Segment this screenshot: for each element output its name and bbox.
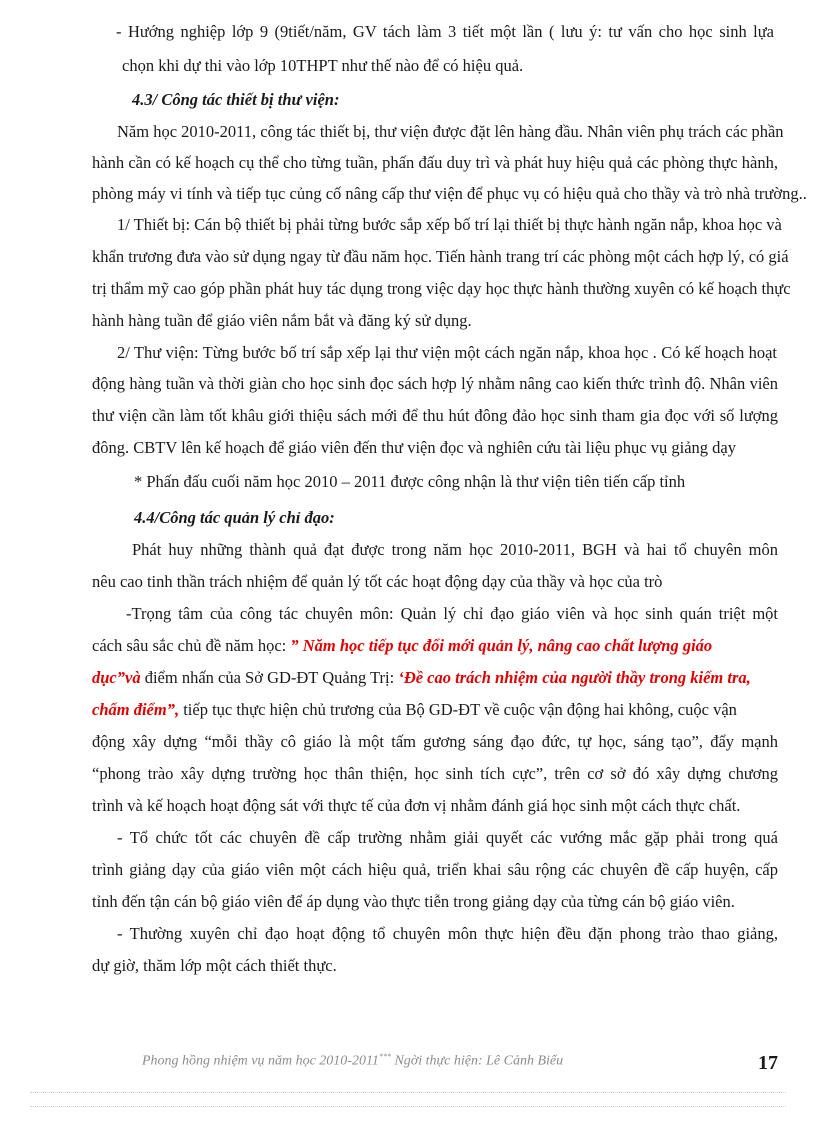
text-run: điểm nhấn của Sở GD-ĐT Quảng Trị: <box>140 668 399 687</box>
paragraph-line: nêu cao tinh thần trách nhiệm để quản lý tốt các hoạt động dạy của thầy và học của trò <box>92 572 663 591</box>
paragraph-line: khẩn trương đưa vào sử dụng ngay từ đầu năm học. Tiến hành trang trí các phòng một cách hợp lý, có giá <box>92 247 789 266</box>
paragraph-line: dự giờ, thăm lớp một cách thiết thực. <box>92 956 337 975</box>
paragraph-line: hành hàng tuần để giáo viên nắm bắt và đăng ký sử dụng. <box>92 311 472 330</box>
paragraph-line: - Thường xuyên chỉ đạo hoạt động tổ chuyên môn thực hiện đều đặn phong trào thao giảng, <box>117 924 778 943</box>
page-footer <box>142 1052 563 1070</box>
paragraph-line: động xây dựng “mỗi thầy cô giáo là một tấm gương sáng đạo đức, tự học, sáng tạo”, đẩy mạnh <box>92 732 778 751</box>
highlight-motto-end: dục”và <box>92 668 141 687</box>
text-run: tiếp tục thực hiện chủ trương của Bộ GD-ĐT về cuộc vận động hai không, cuộc vận <box>179 700 737 719</box>
paragraph-line: trình và kế hoạch hoạt động sát với thực tế của đơn vị nhằm đánh giá học sinh một cách thực chất. <box>92 796 741 815</box>
paragraph-line: động hàng tuần và thời giàn cho học sinh đọc sách hợp lý nhằm nâng cao kiến thức trình độ. Nhân viên <box>92 374 778 393</box>
paragraph-line-mixed <box>92 668 778 688</box>
paragraph-line: trị thẩm mỹ cao góp phần phát huy tác dụng trong việc dạy học thực hành thường xuyên có kế hoạch thực <box>92 279 791 298</box>
highlight-emphasis-end: chấm điểm”, <box>92 700 180 719</box>
paragraph-line: 1/ Thiết bị: Cán bộ thiết bị phải từng bước sắp xếp bố trí lại thiết bị thực hành ngăn nắp, khoa học và <box>117 215 782 234</box>
footer-divider <box>30 1092 786 1093</box>
paragraph-line: “phong trào xây dựng trường học thân thiện, học sinh tích cực”, trên cơ sở đó xây dựng chương <box>92 764 778 783</box>
paragraph-line: chọn khi dự thi vào lớp 10THPT như thế nào để có hiệu quả. <box>122 56 524 75</box>
footer-author: Ngời thực hiện: Lê Cảnh Biểu <box>390 1053 564 1069</box>
paragraph-line: * Phấn đấu cuối năm học 2010 – 2011 được công nhận là thư viện tiên tiến cấp tỉnh <box>134 472 686 491</box>
paragraph-line: hành cần có kế hoạch cụ thể cho từng tuần, phấn đấu duy trì và phát huy hiệu quả các phòng thực hành, <box>92 153 778 172</box>
paragraph-line: Năm học 2010-2011, công tác thiết bị, thư viện được đặt lên hàng đầu. Nhân viên phụ trách các phần <box>117 122 784 141</box>
paragraph-line-mixed <box>92 700 778 720</box>
paragraph-line: Phát huy những thành quả đạt được trong năm học 2010-2011, BGH và hai tổ chuyên môn <box>132 540 778 559</box>
paragraph-line: -Trọng tâm của công tác chuyên môn: Quản lý chỉ đạo giáo viên và học sinh quán triệt một <box>126 604 778 623</box>
footer-superscript: *** <box>378 1052 391 1061</box>
paragraph-line: trình giảng dạy của giáo viên một cách hiệu quả, triển khai sâu rộng các chuyên đề cấp huyện, cấp <box>92 860 778 879</box>
paragraph-line: đông. CBTV lên kế hoạch để giáo viên đến thư viện đọc và nghiên cứu tài liệu phục vụ giảng dạy <box>92 438 736 457</box>
highlight-emphasis: ‘Đề cao trách nhiệm của người thầy trong kiểm tra, <box>398 668 751 687</box>
section-heading-4-3: 4.3/ Công tác thiết bị thư viện: <box>132 90 340 109</box>
footer-title: Phong hồng nhiệm vụ năm học 2010-2011 <box>142 1053 379 1069</box>
paragraph-line: phòng máy vi tính và tiếp tục củng cố nâng cấp thư viện để phục vụ có hiệu quả cho thầy và trò nhà trường.. <box>92 184 807 203</box>
paragraph-line-mixed <box>92 636 778 656</box>
footer-divider <box>30 1106 786 1107</box>
paragraph-line: thư viện cần làm tốt khâu giới thiệu sách mới để thu hút đông đảo học sinh tham gia đọc với số lượng <box>92 406 778 425</box>
paragraph-line: tỉnh đến tận cán bộ giáo viên để áp dụng vào thực tiễn trong giảng dạy của từng cán bộ giáo viên. <box>92 892 735 911</box>
paragraph-line: - Hướng nghiệp lớp 9 (9tiết/năm, GV tách làm 3 tiết một lần ( lưu ý: tư vấn cho học sinh lựa <box>116 22 774 41</box>
paragraph-line: - Tổ chức tốt các chuyên đề cấp trường nhằm giải quyết các vướng mắc gặp phải trong quá <box>117 828 778 847</box>
paragraph-line: 2/ Thư viện: Từng bước bố trí sắp xếp lại thư viện một cách ngăn nắp, khoa học . Có kế hoạch hoạt <box>117 343 777 362</box>
section-heading-4-4: 4.4/Công tác quản lý chỉ đạo: <box>134 508 335 527</box>
page-number: 17 <box>758 1052 778 1074</box>
text-run: cách sâu sắc chủ đề năm học: <box>92 636 291 655</box>
highlight-motto: ” Năm học tiếp tục đổi mới quản lý, nâng cao chất lượng giáo <box>290 636 713 655</box>
